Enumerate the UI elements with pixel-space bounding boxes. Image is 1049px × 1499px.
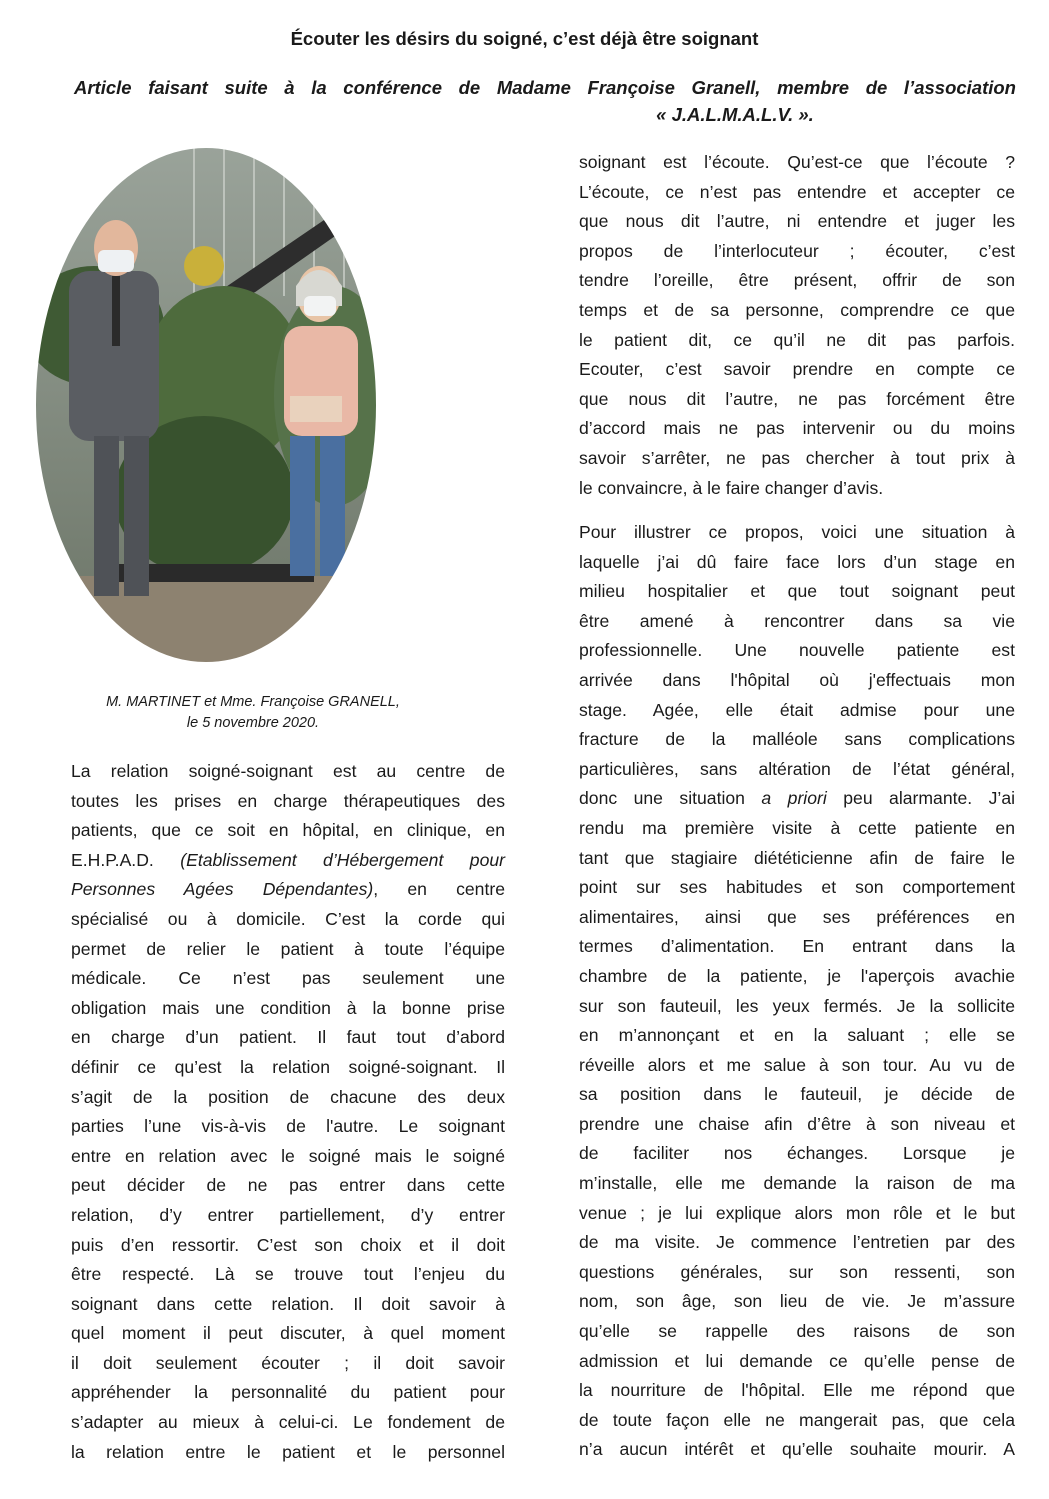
text-line: permet de relier le patient à toute l’équipe bbox=[71, 938, 505, 959]
text-segment: , en centre bbox=[373, 879, 505, 900]
text-segment: donc une situation bbox=[579, 788, 745, 809]
text-line: qu’elle se rappelle des raisons de son bbox=[579, 1321, 1015, 1342]
italic-segment: a priori bbox=[761, 788, 827, 809]
text-line: quel moment il peut discuter, à quel moment bbox=[71, 1323, 505, 1344]
text-line: toutes les prises en charge thérapeutiques des bbox=[71, 790, 505, 811]
text-line: nom, son âge, son lieu de vie. Je m’assure bbox=[579, 1291, 1015, 1312]
right-column-paragraph-2 bbox=[579, 518, 1015, 1465]
text-line: temps et de sa personne, comprendre ce que bbox=[579, 299, 1015, 320]
text-line: de toute façon elle ne mangerait pas, que cela bbox=[579, 1409, 1015, 1430]
text-line: prendre une chaise afin d’être à son niveau et bbox=[579, 1113, 1015, 1134]
text-line: en m’annonçant et en la saluant ; elle se bbox=[579, 1025, 1015, 1046]
text-line: d’accord mais ne pas intervenir ou du moins bbox=[579, 418, 1015, 439]
text-line: s’agit de la position de chacune des deux bbox=[71, 1086, 505, 1107]
text-line: puis d’en ressortir. C’est son choix et il doit bbox=[71, 1234, 505, 1255]
text-line: que nous dit l’autre, ni entendre et juger les bbox=[579, 211, 1015, 232]
text-line: définir ce qu’est la relation soigné-soignant. Il bbox=[71, 1056, 505, 1077]
text-line: en charge d’un patient. Il faut tout d’abord bbox=[71, 1027, 505, 1048]
subtitle-line: « J.A.L.M.A.L.V. ». bbox=[656, 104, 814, 125]
text-line: le patient dit, ce qu’il ne dit pas parfois. bbox=[579, 329, 1015, 350]
text-line: L’écoute, ce n’est pas entendre et accepter ce bbox=[579, 181, 1015, 202]
text-line: Pour illustrer ce propos, voici une situation à bbox=[579, 522, 1015, 542]
text-line: que nous dit l’autre, ne pas forcément être bbox=[579, 388, 1015, 409]
text-line: être amené à rencontrer dans sa vie bbox=[579, 610, 1015, 631]
text-line: Ecouter, c’est savoir prendre en compte ce bbox=[579, 359, 1015, 380]
text-line: sa position dans le fauteuil, je décide de bbox=[579, 1084, 1015, 1105]
text-line: réveille alors et me salue à son tour. Au vu de bbox=[579, 1054, 1015, 1075]
text-line: tendre l’oreille, être présent, offrir de son bbox=[579, 270, 1015, 291]
text-line: arrivée dans l'hôpital où j'effectuais mon bbox=[579, 669, 1015, 690]
text-line: être respecté. Là se trouve tout l’enjeu du bbox=[71, 1264, 505, 1285]
italic-segment: (Etablissement d’Hébergement pour bbox=[180, 849, 506, 870]
text-line: admission et lui demande ce qu’elle pense de bbox=[579, 1350, 1015, 1371]
caption-line: le 5 novembre 2020. bbox=[186, 715, 320, 731]
text-line: professionnelle. Une nouvelle patiente est bbox=[579, 640, 1015, 661]
text-line: La relation soigné-soignant est au centre de bbox=[71, 761, 505, 781]
article-title: Écouter les désirs du soigné, c’est déjà être soignant bbox=[290, 28, 759, 49]
left-column-text bbox=[71, 757, 505, 1467]
text-line: chambre de la patiente, je l'aperçois avachie bbox=[579, 965, 1015, 986]
text-line: laquelle j’ai dû faire face lors d’un stage en bbox=[579, 551, 1015, 572]
text-line: médicale. Ce n’est pas seulement une bbox=[71, 968, 505, 989]
text-line bbox=[71, 875, 505, 905]
text-line: termes d’alimentation. En entrant dans la bbox=[579, 936, 1015, 957]
text-line: peut décider de ne pas entrer dans cette bbox=[71, 1175, 505, 1196]
text-line: n’a aucun intérêt et qu’elle souhaite mourir. A bbox=[579, 1439, 1015, 1460]
text-line: de faciliter nos échanges. Lorsque je bbox=[579, 1143, 1015, 1164]
text-line: fracture de la malléole sans complications bbox=[579, 729, 1015, 750]
text-line: la relation entre le patient et le personnel bbox=[71, 1441, 505, 1462]
text-line: patients, que ce soit en hôpital, en clinique, en bbox=[71, 820, 505, 841]
text-line: il doit seulement écouter ; il doit savoir bbox=[71, 1352, 505, 1373]
italic-segment: Personnes Agées Dépendantes) bbox=[71, 879, 374, 900]
caption-line: M. MARTINET et Mme. Françoise GRANELL, bbox=[106, 694, 400, 710]
text-line: stage. Agée, elle était admise pour une bbox=[579, 699, 1015, 720]
right-column-paragraph-1 bbox=[579, 148, 1015, 503]
text-line: s’adapter au mieux à celui-ci. Le fondement de bbox=[71, 1412, 505, 1433]
text-line: soignant est l’écoute. Qu’est-ce que l’écoute ? bbox=[579, 152, 1015, 172]
text-line: spécialisé ou à domicile. C’est la corde qui bbox=[71, 908, 505, 929]
text-line: entre en relation avec le soigné mais le soigné bbox=[71, 1145, 505, 1166]
text-line: appréhender la personnalité du patient pour bbox=[71, 1382, 505, 1403]
text-line bbox=[71, 846, 505, 876]
text-line: relation, d’y entrer partiellement, d’y entrer bbox=[71, 1204, 505, 1225]
text-line: sur son fauteuil, les yeux fermés. Je la sollicite bbox=[579, 995, 1015, 1016]
text-segment: peu alarmante. J’ai bbox=[843, 788, 1016, 809]
text-line: m’installe, elle me demande la raison de ma bbox=[579, 1173, 1015, 1194]
text-line: propos de l’interlocuteur ; écouter, c’est bbox=[579, 240, 1015, 261]
subtitle-line: Article faisant suite à la conférence de Madame Françoise Granell, membre de l’association bbox=[74, 77, 1016, 98]
text-line: point sur ses habitudes et son comportement bbox=[579, 877, 1015, 898]
text-line: soignant dans cette relation. Il doit savoir à bbox=[71, 1293, 505, 1314]
text-line: obligation mais une condition à la bonne prise bbox=[71, 997, 505, 1018]
text-line: milieu hospitalier et que tout soignant peut bbox=[579, 581, 1015, 602]
photo-oval bbox=[34, 146, 378, 664]
text-line: la nourriture de l'hôpital. Elle me répond que bbox=[579, 1380, 1015, 1401]
text-line: tant que stagiaire diététicienne afin de faire le bbox=[579, 847, 1015, 868]
text-segment: E.H.P.A.D. bbox=[71, 849, 154, 870]
photo-caption bbox=[70, 692, 436, 734]
text-line: rendu ma première visite à cette patiente en bbox=[579, 817, 1015, 838]
text-line: le convaincre, à le faire changer d’avis. bbox=[579, 477, 884, 498]
text-line: de ma visite. Je commence l’entretien par des bbox=[579, 1232, 1015, 1253]
text-line: savoir s’arrêter, ne pas chercher à tout prix à bbox=[579, 447, 1015, 468]
article-subtitle bbox=[74, 74, 1016, 128]
text-line: particulières, sans altération de l’état général, bbox=[579, 758, 1015, 779]
text-line: questions générales, sur son ressenti, son bbox=[579, 1261, 1015, 1282]
text-line: alimentaires, ainsi que ses préférences en bbox=[579, 906, 1015, 927]
text-line: parties l’une vis-à-vis de l'autre. Le soignant bbox=[71, 1116, 505, 1137]
text-line bbox=[579, 784, 1015, 814]
text-line: venue ; je lui explique alors mon rôle et le but bbox=[579, 1202, 1015, 1223]
